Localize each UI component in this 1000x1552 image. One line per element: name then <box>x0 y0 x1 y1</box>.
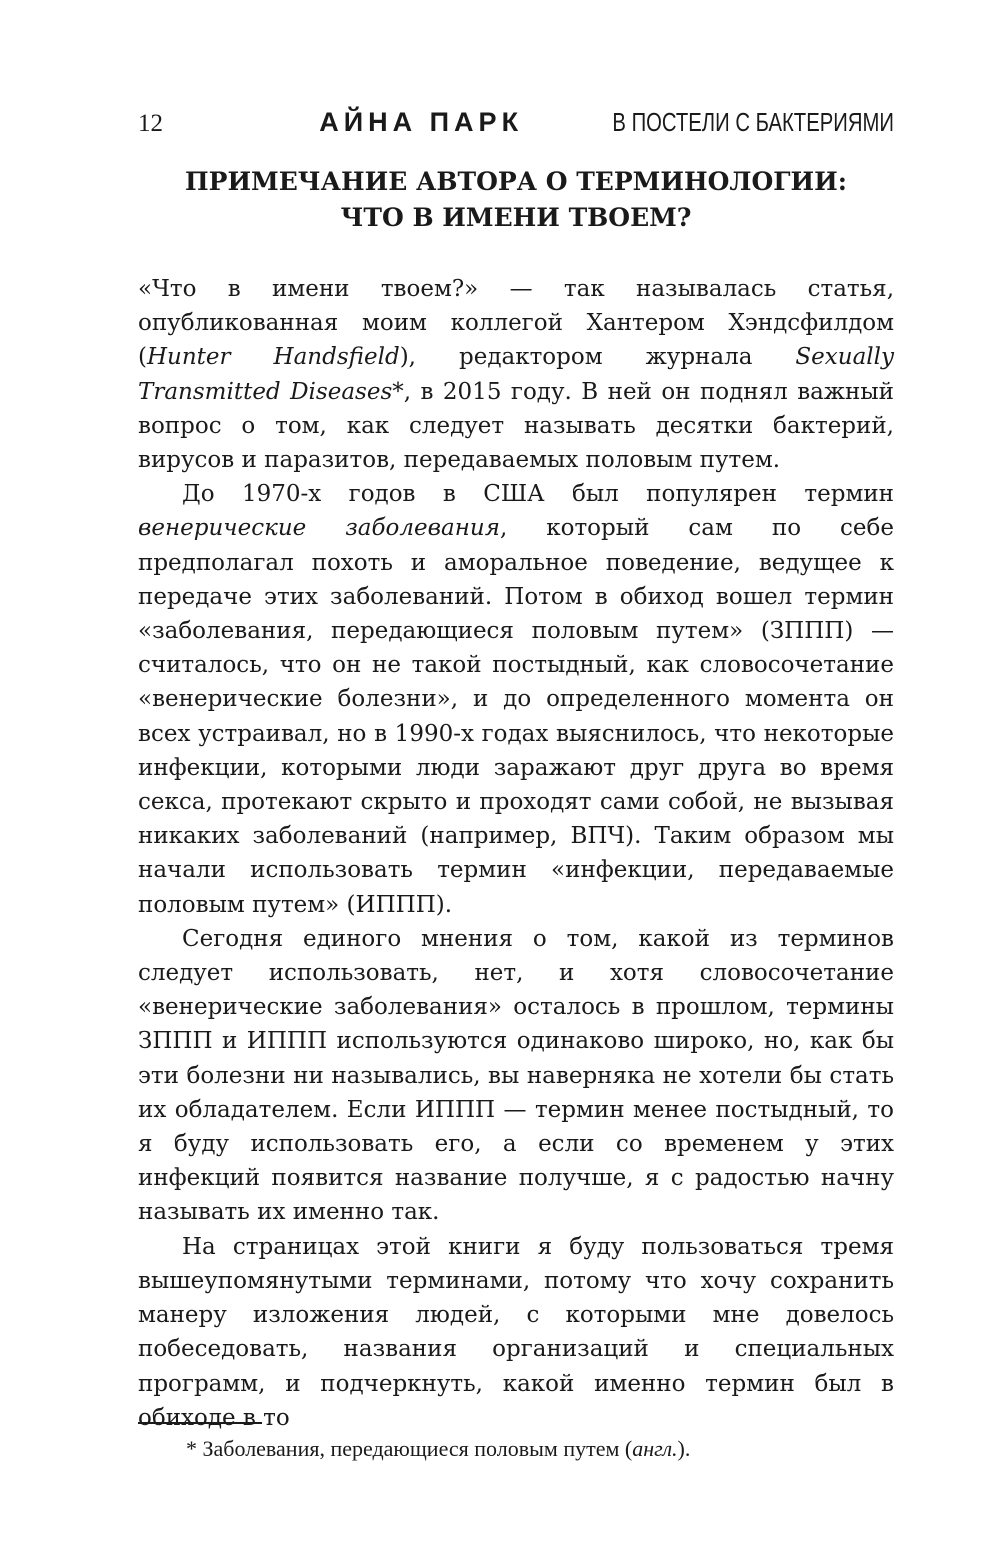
book-title: В ПОСТЕЛИ С БАКТЕРИЯМИ <box>612 107 894 137</box>
paragraph-2-text-a: До 1970-х годов в США был популярен термин <box>182 481 894 508</box>
footnote-lang-italic: англ. <box>632 1436 678 1461</box>
book-page <box>138 92 894 1435</box>
paragraph-3: Сегодня единого мнения о том, какой из терминов следует использовать, нет, и хотя словосочетание «венерические заболевания» осталось в прошлом, термины ЗППП и ИППП используются одинаково широко, но, как бы эти болезни ни назывались, вы наверняка не хотели бы стать их обладателем. Если ИППП — термин менее постыдный, то я буду использовать его, а если со временем у этих инфекций появится название получше, я с радостью начну называть их именно так. <box>138 925 894 1226</box>
book-header <box>319 107 894 138</box>
author-name: АЙНА ПАРК <box>319 107 524 137</box>
page-number: 12 <box>138 110 163 137</box>
footnote-text-a: * Заболевания, передающиеся половым путем ( <box>186 1436 633 1461</box>
footnote-divider <box>138 1422 262 1424</box>
paragraph-1-text-b: ), редактором журнала <box>399 344 796 371</box>
section-heading-line-2: ЧТО В ИМЕНИ ТВОЕМ? <box>340 203 692 232</box>
paragraph-1-text-c: *, в 2015 году. В ней он поднял важный вопрос о том, как следует называть десятки бактерий, вирусов и паразитов, передаваемых половым путем. <box>138 378 894 474</box>
paragraph-1-journal-italic: Sexually Transmitted Diseases <box>138 344 894 405</box>
paragraph-2-text-b: , который сам по себе предполагал похоть и аморальное поведение, ведущее к передаче этих заболеваний. Потом в обиход вошел термин «заболевания, передающиеся половым путем» (ЗППП) — считалось, что он не такой постыдный, как словосочетание «венерические болезни», и до определенного момента он всех устраивал, но в 1990-х годах выяснилось, что некоторые инфекции, которыми люди заражают друг друга во время секса, протекают скрыто и проходят сами собой, не вызывая никаких заболеваний (например, ВПЧ). Таким образом мы начали использовать термин «инфекции, передаваемые половым путем» (ИППП). <box>138 515 894 918</box>
running-head <box>138 92 894 152</box>
paragraph-1-name-italic: Hunter Handsfield <box>146 344 400 371</box>
paragraph-4: На страницах этой книги я буду пользоваться тремя вышеупомянутыми терминами, потому что хочу сохранить манеру изложения людей, с которыми мне довелось побеседовать, названия организаций и специальных программ, и подчеркнуть, какой именно термин был в обиходе в то <box>138 1233 894 1431</box>
section-heading-line-1: ПРИМЕЧАНИЕ АВТОРА О ТЕРМИНОЛОГИИ: <box>185 167 847 196</box>
paragraph-1-text-a: «Что в имени твоем?» — так называлась статья, опубликованная моим коллегой Хантером Хэндсфилдом ( <box>138 276 894 371</box>
footnote-text-b: ). <box>677 1436 691 1461</box>
footnote <box>186 1434 690 1464</box>
body-text <box>138 272 894 1435</box>
paragraph-2 <box>138 477 894 922</box>
paragraph-1 <box>138 272 894 477</box>
section-heading <box>138 164 894 236</box>
paragraph-2-term-italic: венерические заболевания <box>138 515 500 542</box>
